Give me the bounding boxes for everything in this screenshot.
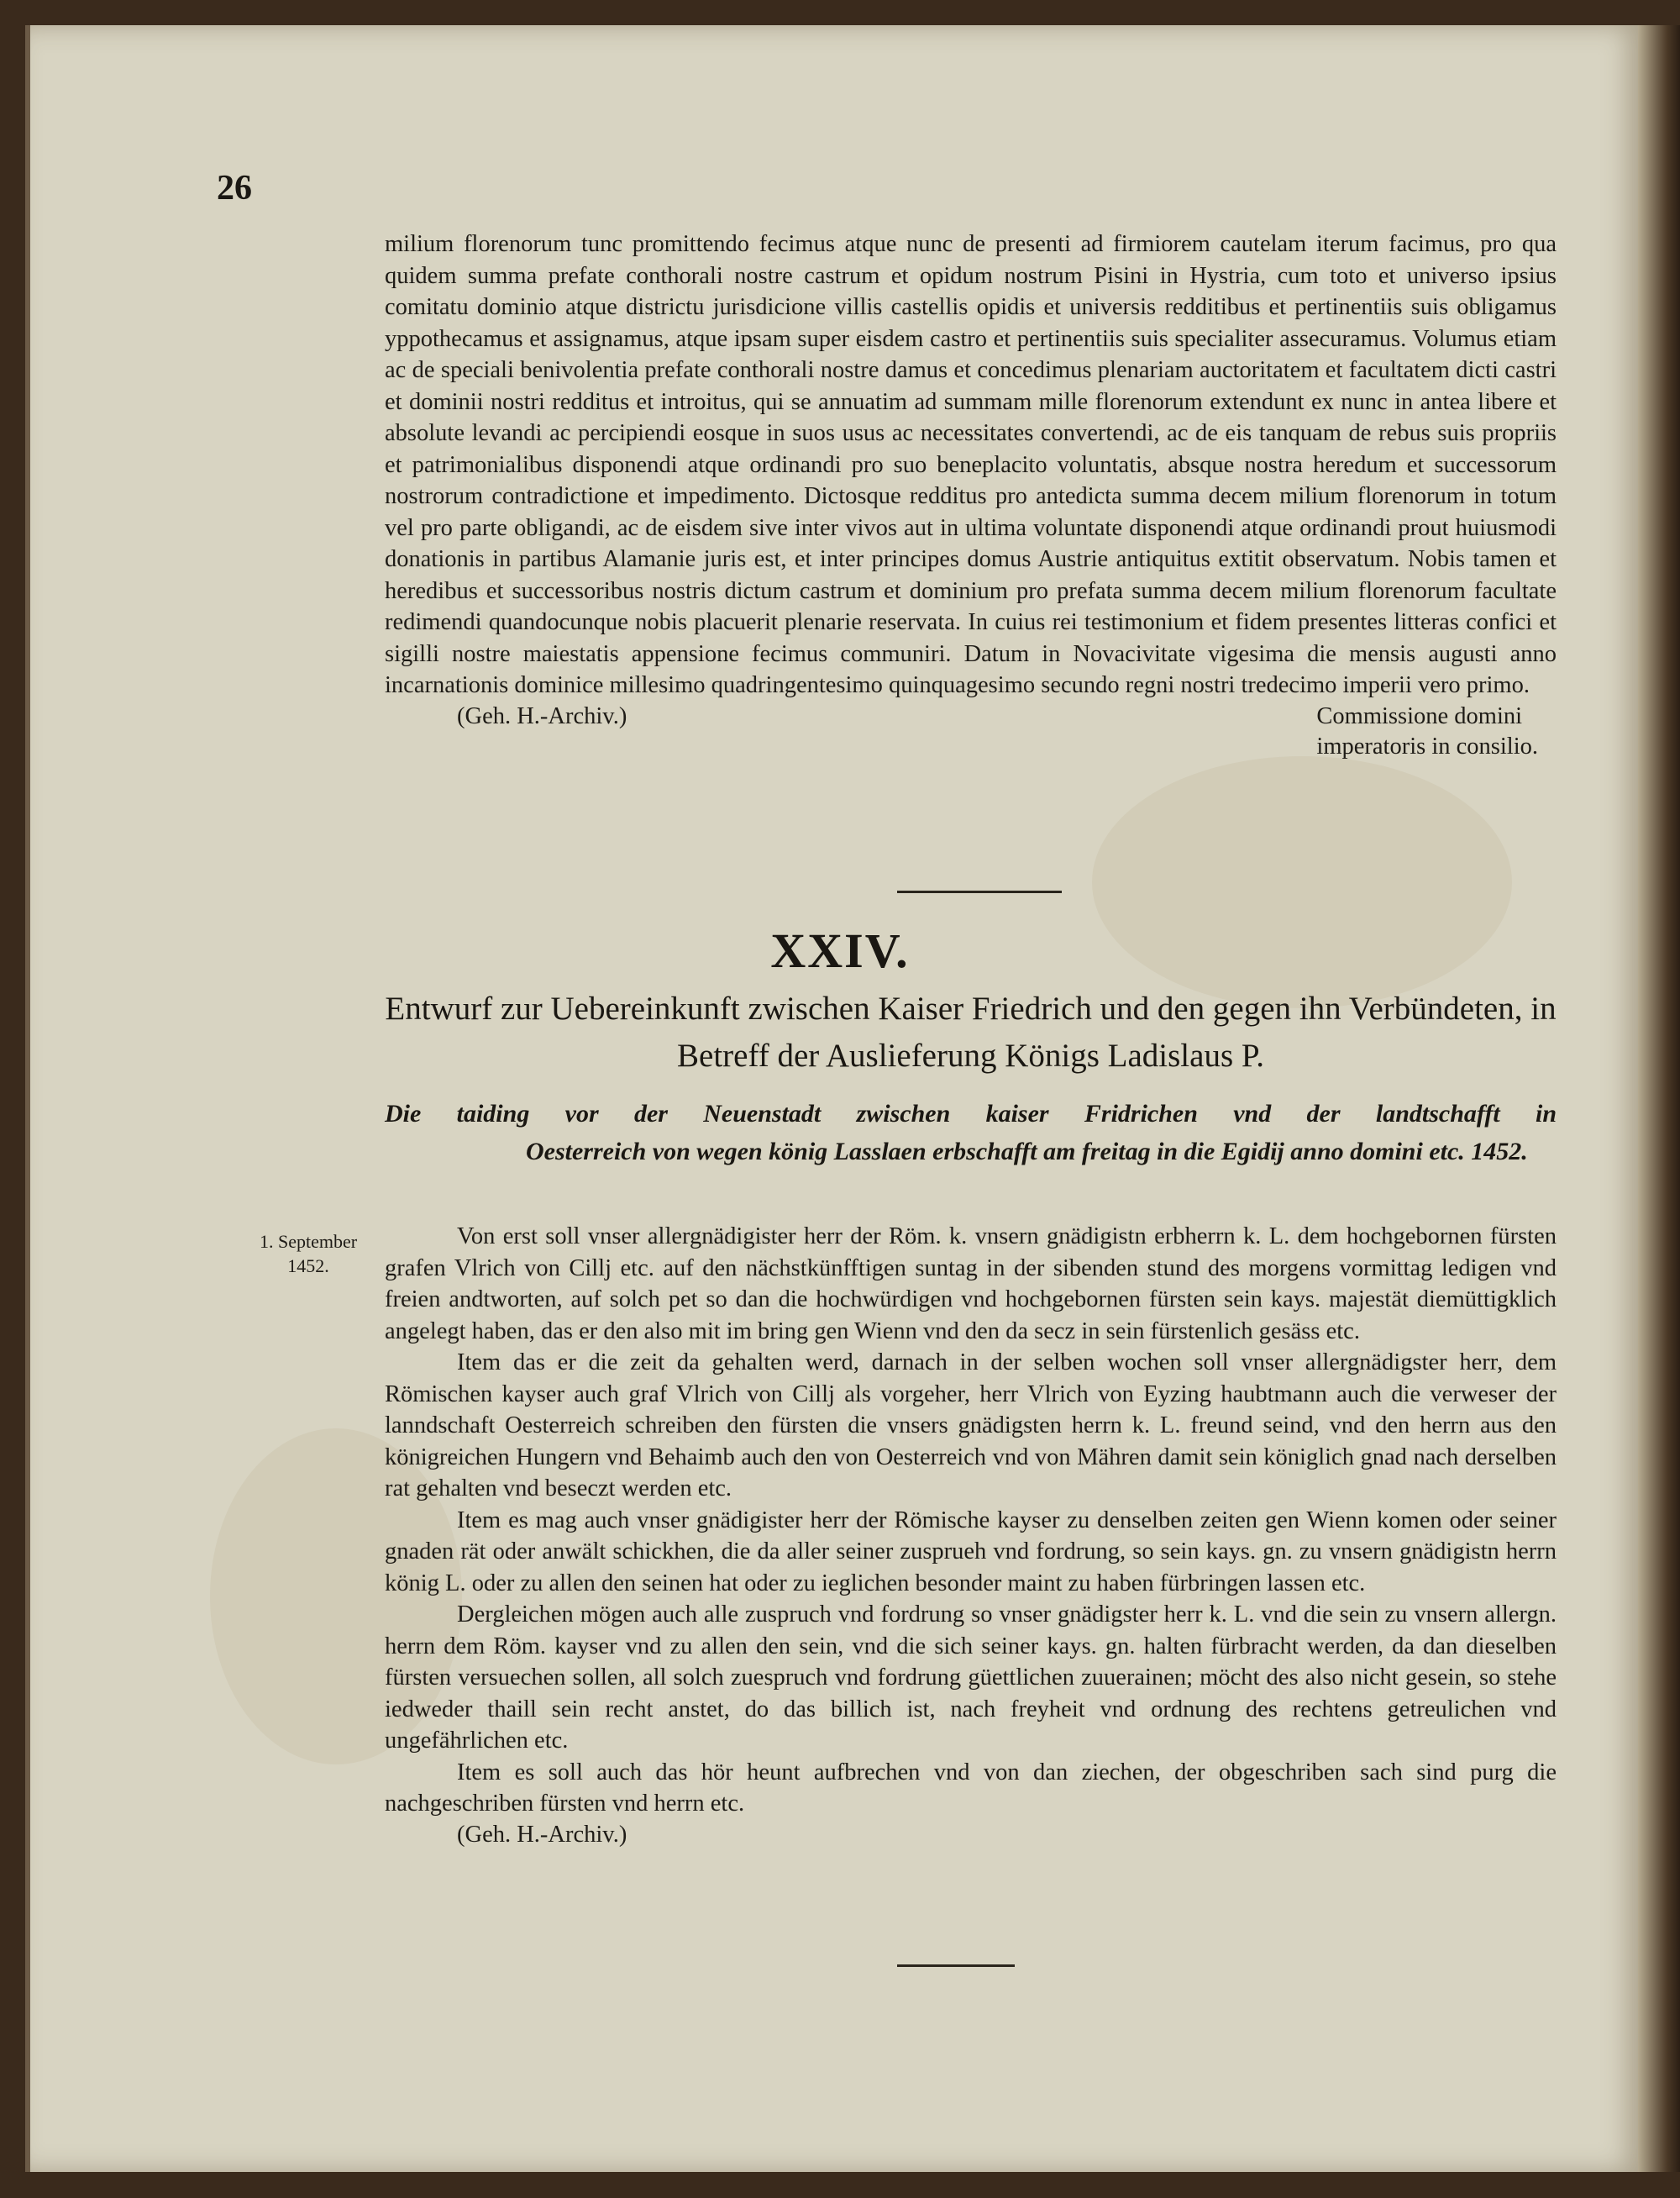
margin-date-line2: 1452. [287, 1255, 329, 1276]
charter-citation-row [385, 702, 1557, 762]
commission-note-line1: Commissione domini [1316, 702, 1523, 729]
end-divider [897, 1964, 1015, 1967]
body-paragraph: Item es mag auch vnser gnädigister herr der Römische kayser zu denselben zeiten gen Wienn komen oder seiner gnaden rät oder anwält schickhen, die da aller seiner zusprueh vnd fordrung, so sein kays. gn. zu vnsern gnädigistn herrn könig L. oder zu allen den seinen hat oder zu ieglichen besonder maint zu haben fürbringen lassen etc. [385, 1507, 1557, 1596]
page-number: 26 [217, 169, 252, 208]
section-divider [897, 891, 1062, 893]
charter-paragraph: milium florenorum tunc promittendo fecimus atque nunc de presenti ad firmiorem cautelam iterum facimus, pro qua quidem summa prefate conthorali nostre castrum et opidum nostrum Pisini in Hystria, cum toto et universo ipsius comitatu dominio atque districtu jurisdicione villis castellis opidis et universis redditibus et pertinentiis suis obligamus yppothecamus et assignamus, atque ipsam super eisdem castro et pertinentiis suis specialiter assecuramus. Volumus etiam ac de speciali benivolentia prefate conthorali nostre damus et concedimus plenariam auctoritatem et facultatem dicti castri et dominii nostri redditus et introitus, qui se annuatim ad summam mille florenorum extendunt ex nunc in antea libere et absolute levandi ac percipiendi eosque in suos usus ac necessitates convertendi, ac de eis tanquam de rebus suis propriis et patrimonialibus disponendi atque ordinandi pro suo beneplacito voluntatis, absque nostra heredum et successorum nostrorum contradictione et impedimento. Dictosque redditus pro antedicta summa decem milium florenorum in totum vel pro parte obligandi, ac de eisdem sive inter vivos aut in ultima voluntate disponendi atque ordinandi prout huiusmodi donationis in partibus Alamanie juris est, et inter principes domus Austrie antiquitus extitit observatum. Nobis tamen et heredibus et successoribus nostris dictum castrum et dominium pro prefata summa decem milium florenorum facultate redimendi quandocunque nobis placuerit plenarie reservata. In cuius rei testimonium et fidem presentes litteras confici et sigilli nostre maiestatis appensione fecimus communiri. Datum in Novacivitate vigesima die mensis augusti anno incarnationis dominice millesimo quadringentesimo quinquagesimo secundo regni nostri tredecimo imperii vero primo. [385, 231, 1557, 698]
page-gutter [1638, 25, 1680, 2172]
archive-citation: (Geh. H.-Archiv.) [457, 702, 627, 729]
section-number: XXIV. [770, 923, 910, 978]
end-archive-citation: (Geh. H.-Archiv.) [457, 1821, 627, 1848]
section-title: Entwurf zur Uebereinkunft zwischen Kaiser Friedrich und den gegen ihn Verbündeten, in Betreff der Auslieferung Königs Ladislaus P. [385, 991, 1557, 1074]
body-paragraph: Item es soll auch das hör heunt aufbrechen vnd von dan ziechen, der obgeschriben sach sind purg die nachgeschriben fürsten vnd herrn etc. [385, 1759, 1557, 1817]
commission-note [1316, 702, 1557, 762]
commission-note-line2: imperatoris in consilio. [1316, 733, 1538, 760]
margin-date-line1: 1. September [259, 1231, 358, 1252]
body-paragraph: Von erst soll vnser allergnädigister herr der Röm. k. vnsern gnädigistn erbherrn k. L. dem hochgebornen fürsten grafen Vlrich von Cillj etc. auf den nächstkünfftigen suntag in der sibenden stund des morgens vormittag ledigen vnd freien andtworten, auf solch pet so dan die hochwürdigen vnd hochgebornen fürsten sein kays. majestät diemüttigklich angelegt haben, das er den also mit im bring gen Wienn vnd den da secz in sein fürstenlich gesäss etc. [385, 1223, 1557, 1344]
body-paragraph: Dergleichen mögen auch alle zuspruch vnd fordrung so vnser gnädigster herr k. L. vnd die sein zu vnsern allergn. herrn dem Röm. kayser vnd zu allen den sein, vnd die sich seiner kays. gn. halten fürbracht werden, da dan dieselben fürsten versuechen sollen, all solch zuespruch vnd fordrung güettlichen zuuerainen; möcht des also nicht gesein, so stehe iedweder thaill sein recht anstet, do das billich ist, nach freyheit vnd ordnung des rechtens getreulichen vnd ungefährlichen etc. [385, 1601, 1557, 1754]
margin-date-note [237, 1229, 380, 1278]
subtitle-line1: Die taiding vor der Neuenstadt zwischen kaiser Fridrichen vnd der landtschafft in [385, 1100, 1557, 1128]
treaty-body [385, 1221, 1557, 1850]
continued-charter-text [385, 229, 1557, 762]
subtitle-rest: Oesterreich von wegen könig Lasslaen erbschafft am freitag in die Egidij anno domini etc. 1452. [526, 1138, 1528, 1165]
body-paragraph: Item das er die zeit da gehalten werd, darnach in der selben wochen soll vnser allergnädigster herr, dem Römischen kayser auch graf Vlrich von Cillj als vorgeher, herr Vlrich von Eyzing haubtmann auch die verweser der lanndschaft Oesterreich schreiben den fürsten die vnsers gnädigsten herrn k. L. freund seind, vnd den herrn aus den königreichen Hungern vnd Behaimb auch den von Oesterreich vnd von Mähren damit sein königlich gnad nach derselben rat gehalten vnd beseczt werden etc. [385, 1349, 1557, 1501]
document-subtitle [385, 1095, 1557, 1170]
end-citation-row [385, 1820, 1557, 1850]
